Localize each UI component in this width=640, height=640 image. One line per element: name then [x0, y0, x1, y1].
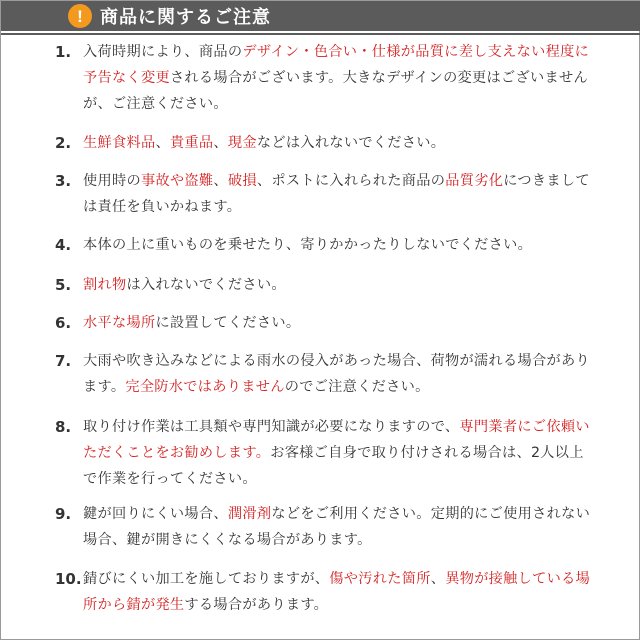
header-divider [1, 33, 640, 35]
notice-text-segment: お客様ご自身で取り付けされる場合は、2人以上で作業を行ってください。 [83, 445, 584, 487]
notice-highlight: 事故や盗難 [140, 173, 214, 189]
notice-text [83, 501, 597, 553]
notice-item [49, 501, 597, 553]
notice-highlight: 異物が接触している場所から錆が発生 [83, 571, 591, 613]
notice-number: 7. [55, 352, 72, 370]
notice-text [83, 232, 597, 258]
notice-number: 10. [55, 570, 82, 588]
notice-item [49, 566, 597, 618]
notice-text-segment: 、 [155, 135, 170, 151]
notice-text-segment: 、 [213, 173, 228, 189]
notice-item [49, 272, 597, 298]
notice-number: 8. [55, 418, 72, 436]
notice-highlight: 水平な場所 [83, 315, 156, 331]
notice-number: 3. [55, 172, 72, 190]
notice-text-segment: 本体の上に重いものを乗せたり、寄りかかったりしないでください。 [83, 237, 533, 253]
notice-text-segment: 使用時の [83, 173, 141, 189]
notice-title: 商品に関するご注意 [100, 7, 271, 28]
exclamation-icon: ! [68, 4, 92, 28]
notice-text [83, 348, 597, 400]
notice-text [83, 39, 597, 117]
notice-text-segment: される場合がございます。大きなデザインの変更はございませんが、ご注意ください。 [83, 70, 588, 112]
notice-item [49, 348, 597, 400]
notice-item [49, 414, 597, 492]
notice-text-segment: 、 [430, 571, 446, 587]
notice-highlight: 潤滑剤 [227, 506, 272, 522]
notice-highlight: 傷や汚れた箇所 [329, 571, 431, 587]
notice-text-segment: する場合があります。 [184, 597, 329, 613]
notice-number: 5. [55, 276, 72, 294]
notice-highlight: 生鮮食料品 [83, 135, 156, 151]
notice-header [1, 1, 640, 31]
notice-text-segment: 入荷時期により、商品の [83, 44, 243, 60]
notice-text [83, 168, 597, 220]
notice-item [49, 310, 597, 336]
notice-text [83, 272, 597, 298]
notice-number: 1. [55, 43, 72, 61]
notice-text-segment: のでご注意ください。 [284, 379, 430, 395]
notice-text-segment: 取り付け作業は工具類や専門知識が必要になりますので、 [83, 419, 460, 435]
notice-item [49, 232, 597, 258]
notice-text-segment: 錆びにくい加工を施しておりますが、 [83, 571, 330, 587]
notice-item [49, 39, 597, 117]
notice-number: 9. [55, 505, 72, 523]
notice-number: 2. [55, 134, 72, 152]
notice-highlight: デザイン・色合い・仕様が品質に差し支えない程度に予告なく変更 [83, 44, 590, 86]
notice-number: 6. [55, 314, 72, 332]
notice-text [83, 414, 597, 492]
notice-text [83, 310, 597, 336]
notice-highlight: 現金 [227, 135, 257, 151]
notice-highlight: 貴重品 [169, 135, 214, 151]
notice-text-segment: 鍵が回りにくい場合、 [83, 506, 228, 522]
notice-text-segment: などは入れないでください。 [256, 135, 446, 151]
notice-highlight: 割れ物 [83, 277, 127, 293]
notice-highlight: 専門業者にご依頼いただくことをお勧めします。 [83, 419, 590, 461]
notice-text-segment: につきましては責任を負いかねます。 [83, 173, 590, 215]
notice-text-segment: に設置してください。 [155, 315, 301, 331]
notice-text-segment: 大雨や吹き込みなどによる雨水の侵入があった場合、荷物が濡れる場合があります。 [83, 353, 590, 395]
notice-text [83, 130, 597, 156]
notice-text-segment: などをご利用ください。定期的にご使用されない場合、鍵が開きにくくなる場合があります。 [83, 506, 591, 548]
notice-item [49, 130, 597, 156]
notice-highlight: 完全防水ではありません [125, 379, 285, 395]
notice-item [49, 168, 597, 220]
notice-text-segment: 、ポストに入れられた商品の [256, 173, 446, 189]
notice-number: 4. [55, 236, 72, 254]
notice-highlight: 破損 [227, 173, 257, 189]
notice-text-segment: 、 [213, 135, 228, 151]
notice-text [83, 566, 597, 618]
notice-highlight: 品質劣化 [445, 173, 504, 189]
notice-text-segment: は入れないでください。 [126, 277, 286, 293]
